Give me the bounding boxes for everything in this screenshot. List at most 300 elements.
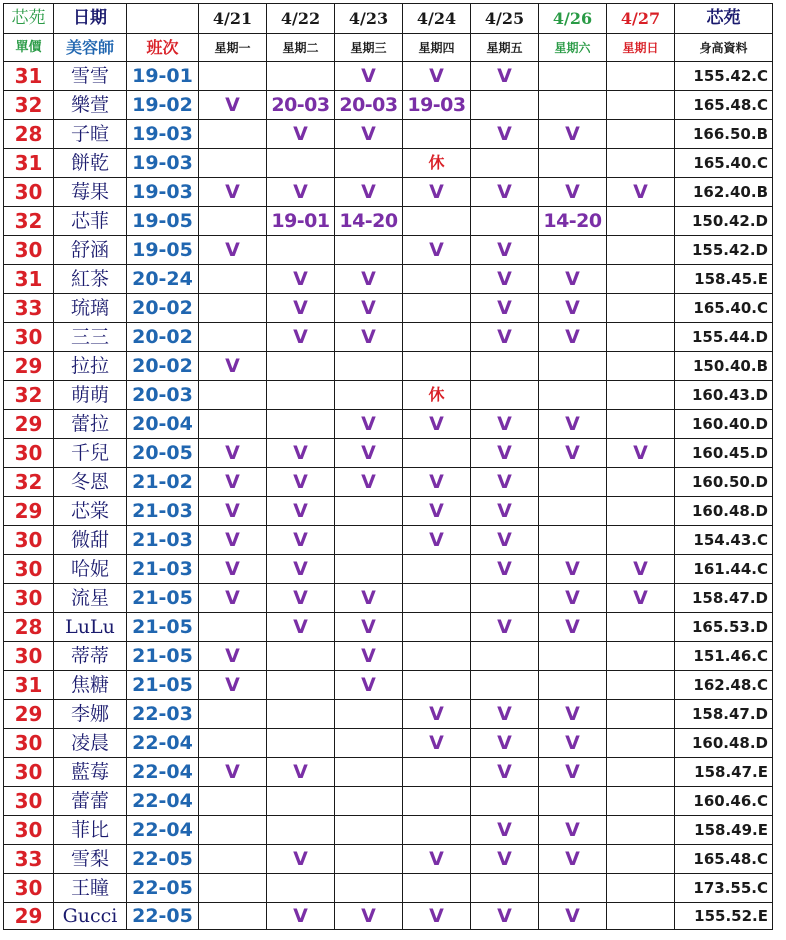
unit-price-cell: 30: [4, 439, 54, 468]
day-cell-1: [199, 265, 267, 294]
day-cell-5: V: [471, 323, 539, 352]
stylist-name-cell: 萌萌: [54, 381, 127, 410]
header-row-dates: [4, 4, 773, 34]
profile-cell: 161.44.C: [675, 555, 773, 584]
day-cell-2: V: [267, 468, 335, 497]
unit-price-cell: 30: [4, 323, 54, 352]
stylist-name-cell: 拉拉: [54, 352, 127, 381]
weekday-col-5: 星期五: [471, 34, 539, 62]
day-cell-5: V: [471, 700, 539, 729]
day-cell-5: V: [471, 62, 539, 91]
stylist-name-cell: 焦糖: [54, 671, 127, 700]
day-cell-2: V: [267, 439, 335, 468]
day-cell-2: V: [267, 497, 335, 526]
table-row: [4, 294, 773, 323]
date-col-6: 4/26: [539, 4, 607, 34]
shift-cell: 22-04: [127, 729, 199, 758]
unit-price-cell: 31: [4, 671, 54, 700]
day-cell-4: V: [403, 497, 471, 526]
shift-cell: 22-05: [127, 874, 199, 903]
day-cell-3: [335, 700, 403, 729]
unit-price-cell: 32: [4, 91, 54, 120]
day-cell-1: V: [199, 352, 267, 381]
unit-price-cell: 31: [4, 265, 54, 294]
day-cell-1: V: [199, 758, 267, 787]
day-cell-2: [267, 62, 335, 91]
day-cell-2: V: [267, 323, 335, 352]
day-cell-7: [607, 903, 675, 930]
day-cell-4: [403, 120, 471, 149]
shift-cell: 21-05: [127, 671, 199, 700]
day-cell-3: V: [335, 903, 403, 930]
profile-cell: 155.44.D: [675, 323, 773, 352]
day-cell-1: V: [199, 468, 267, 497]
stylist-name-cell: 芯菲: [54, 207, 127, 236]
profile-cell: 154.43.C: [675, 526, 773, 555]
day-cell-6: V: [539, 816, 607, 845]
stylist-name-cell: 雪雪: [54, 62, 127, 91]
day-cell-7: [607, 816, 675, 845]
day-cell-2: [267, 149, 335, 178]
day-cell-1: V: [199, 555, 267, 584]
weekday-col-3: 星期三: [335, 34, 403, 62]
stylist-name-cell: 蕾蕾: [54, 787, 127, 816]
profile-cell: 162.40.B: [675, 178, 773, 207]
stylist-name-cell: 紅茶: [54, 265, 127, 294]
day-cell-5: [471, 149, 539, 178]
profile-cell: 165.53.D: [675, 613, 773, 642]
day-cell-6: V: [539, 845, 607, 874]
stylist-name-cell: 王瞳: [54, 874, 127, 903]
day-cell-5: V: [471, 613, 539, 642]
day-cell-3: [335, 816, 403, 845]
day-cell-4: [403, 584, 471, 613]
day-cell-7: [607, 381, 675, 410]
table-row: [4, 758, 773, 787]
shift-cell: 19-02: [127, 91, 199, 120]
table-row: [4, 62, 773, 91]
day-cell-4: [403, 323, 471, 352]
day-cell-7: [607, 758, 675, 787]
day-cell-6: 14-20: [539, 207, 607, 236]
shift-cell: 22-05: [127, 845, 199, 874]
table-row: [4, 729, 773, 758]
unit-price-header: 單價: [4, 34, 54, 62]
day-cell-4: 休: [403, 149, 471, 178]
day-cell-1: [199, 323, 267, 352]
profile-cell: 150.42.D: [675, 207, 773, 236]
stylist-name-cell: 琉璃: [54, 294, 127, 323]
day-cell-7: [607, 613, 675, 642]
day-cell-1: V: [199, 236, 267, 265]
day-cell-5: [471, 207, 539, 236]
day-cell-5: [471, 91, 539, 120]
shift-cell: 20-24: [127, 265, 199, 294]
stylist-name-cell: 冬恩: [54, 468, 127, 497]
shift-cell: 19-05: [127, 207, 199, 236]
day-cell-1: [199, 787, 267, 816]
table-row: [4, 874, 773, 903]
day-cell-3: V: [335, 613, 403, 642]
table-row: [4, 671, 773, 700]
unit-price-cell: 30: [4, 178, 54, 207]
day-cell-3: V: [335, 178, 403, 207]
day-cell-6: V: [539, 613, 607, 642]
day-cell-6: [539, 352, 607, 381]
profile-cell: 155.52.E: [675, 903, 773, 930]
day-cell-2: 20-03: [267, 91, 335, 120]
shift-cell: 22-04: [127, 758, 199, 787]
day-cell-2: [267, 381, 335, 410]
day-cell-7: [607, 236, 675, 265]
unit-price-cell: 33: [4, 845, 54, 874]
day-cell-1: V: [199, 178, 267, 207]
day-cell-7: [607, 526, 675, 555]
day-cell-7: [607, 352, 675, 381]
stylist-name-cell: 芯棠: [54, 497, 127, 526]
day-cell-1: [199, 381, 267, 410]
table-row: [4, 816, 773, 845]
day-cell-5: V: [471, 120, 539, 149]
unit-price-cell: 33: [4, 294, 54, 323]
date-col-1: 4/21: [199, 4, 267, 34]
day-cell-5: V: [471, 845, 539, 874]
day-cell-6: V: [539, 294, 607, 323]
date-col-3: 4/23: [335, 4, 403, 34]
day-cell-1: V: [199, 439, 267, 468]
day-cell-3: V: [335, 323, 403, 352]
day-cell-4: [403, 294, 471, 323]
profile-cell: 155.42.D: [675, 236, 773, 265]
day-cell-6: [539, 62, 607, 91]
table-row: [4, 555, 773, 584]
stylist-name-cell: 蕾拉: [54, 410, 127, 439]
day-cell-3: [335, 874, 403, 903]
shift-cell: 22-04: [127, 787, 199, 816]
unit-price-cell: 29: [4, 352, 54, 381]
stylist-name-cell: LuLu: [54, 613, 127, 642]
table-row: [4, 91, 773, 120]
profile-cell: 165.40.C: [675, 149, 773, 178]
unit-price-cell: 30: [4, 816, 54, 845]
profile-cell: 165.48.C: [675, 91, 773, 120]
unit-price-cell: 30: [4, 555, 54, 584]
shift-cell: 21-03: [127, 497, 199, 526]
unit-price-cell: 29: [4, 700, 54, 729]
day-cell-3: [335, 236, 403, 265]
day-cell-7: [607, 729, 675, 758]
weekday-col-2: 星期二: [267, 34, 335, 62]
profile-cell: 160.43.D: [675, 381, 773, 410]
day-cell-6: V: [539, 903, 607, 930]
day-cell-6: V: [539, 120, 607, 149]
day-cell-2: [267, 352, 335, 381]
profile-cell: 160.45.D: [675, 439, 773, 468]
weekday-col-1: 星期一: [199, 34, 267, 62]
day-cell-2: V: [267, 526, 335, 555]
table-row: [4, 410, 773, 439]
day-cell-2: V: [267, 178, 335, 207]
day-cell-3: V: [335, 294, 403, 323]
shift-cell: 20-04: [127, 410, 199, 439]
day-cell-5: V: [471, 439, 539, 468]
day-cell-1: [199, 120, 267, 149]
day-cell-1: [199, 816, 267, 845]
day-cell-3: 20-03: [335, 91, 403, 120]
day-cell-6: V: [539, 700, 607, 729]
stylist-name-cell: 李娜: [54, 700, 127, 729]
table-row: [4, 120, 773, 149]
stylist-name-cell: 餅乾: [54, 149, 127, 178]
day-cell-4: [403, 265, 471, 294]
day-cell-3: V: [335, 584, 403, 613]
unit-price-cell: 32: [4, 207, 54, 236]
day-cell-7: [607, 700, 675, 729]
table-row: [4, 584, 773, 613]
day-cell-4: 19-03: [403, 91, 471, 120]
day-cell-4: V: [403, 468, 471, 497]
day-cell-2: [267, 642, 335, 671]
day-cell-2: V: [267, 903, 335, 930]
table-row: [4, 207, 773, 236]
date-col-2: 4/22: [267, 4, 335, 34]
unit-price-cell: 30: [4, 874, 54, 903]
shift-cell: 22-04: [127, 816, 199, 845]
day-cell-2: [267, 671, 335, 700]
profile-cell: 158.49.E: [675, 816, 773, 845]
profile-cell: 158.47.E: [675, 758, 773, 787]
shift-cell: 22-05: [127, 903, 199, 930]
day-cell-5: V: [471, 555, 539, 584]
day-cell-1: [199, 613, 267, 642]
unit-price-cell: 30: [4, 584, 54, 613]
day-cell-6: V: [539, 584, 607, 613]
stylist-name-cell: 舒涵: [54, 236, 127, 265]
day-cell-4: V: [403, 526, 471, 555]
unit-price-cell: 29: [4, 497, 54, 526]
day-cell-4: [403, 671, 471, 700]
shift-cell: 21-02: [127, 468, 199, 497]
shift-cell: 19-05: [127, 236, 199, 265]
day-cell-2: [267, 410, 335, 439]
profile-cell: 165.48.C: [675, 845, 773, 874]
day-cell-5: V: [471, 903, 539, 930]
day-cell-5: [471, 352, 539, 381]
day-cell-7: [607, 323, 675, 352]
schedule-table: [3, 3, 773, 930]
stylist-name-cell: 蒂蒂: [54, 642, 127, 671]
day-cell-5: V: [471, 265, 539, 294]
day-cell-6: [539, 787, 607, 816]
stylist-name-cell: 子暄: [54, 120, 127, 149]
day-cell-6: [539, 381, 607, 410]
brand-left: 芯苑: [4, 4, 54, 34]
profile-cell: 162.48.C: [675, 671, 773, 700]
day-cell-3: [335, 555, 403, 584]
day-cell-7: [607, 265, 675, 294]
stylist-name-cell: 樂萱: [54, 91, 127, 120]
profile-cell: 151.46.C: [675, 642, 773, 671]
table-row: [4, 323, 773, 352]
day-cell-5: [471, 671, 539, 700]
day-cell-6: V: [539, 178, 607, 207]
profile-cell: 158.47.D: [675, 584, 773, 613]
stylist-name-cell: 千兒: [54, 439, 127, 468]
day-cell-4: V: [403, 178, 471, 207]
unit-price-cell: 30: [4, 729, 54, 758]
day-cell-4: V: [403, 62, 471, 91]
profile-cell: 158.47.D: [675, 700, 773, 729]
day-cell-6: V: [539, 265, 607, 294]
day-cell-2: V: [267, 613, 335, 642]
day-cell-1: V: [199, 526, 267, 555]
day-cell-7: [607, 120, 675, 149]
day-cell-6: [539, 149, 607, 178]
day-cell-4: [403, 874, 471, 903]
schedule-body: [4, 4, 773, 930]
unit-price-cell: 32: [4, 468, 54, 497]
table-row: [4, 352, 773, 381]
day-cell-1: [199, 62, 267, 91]
day-cell-7: [607, 787, 675, 816]
day-cell-1: [199, 207, 267, 236]
unit-price-cell: 30: [4, 526, 54, 555]
day-cell-2: V: [267, 584, 335, 613]
day-cell-6: [539, 526, 607, 555]
stylist-name-cell: 雪梨: [54, 845, 127, 874]
shift-header: 班次: [127, 34, 199, 62]
day-cell-5: V: [471, 410, 539, 439]
day-cell-2: [267, 787, 335, 816]
profile-cell: 160.40.D: [675, 410, 773, 439]
date-col-4: 4/24: [403, 4, 471, 34]
day-cell-2: V: [267, 555, 335, 584]
day-cell-4: V: [403, 903, 471, 930]
day-cell-5: [471, 787, 539, 816]
day-cell-3: [335, 352, 403, 381]
date-label: 日期: [54, 4, 127, 34]
day-cell-4: 休: [403, 381, 471, 410]
day-cell-6: [539, 468, 607, 497]
day-cell-2: 19-01: [267, 207, 335, 236]
day-cell-6: [539, 497, 607, 526]
shift-cell: 19-03: [127, 120, 199, 149]
table-row: [4, 439, 773, 468]
day-cell-6: [539, 642, 607, 671]
day-cell-3: [335, 758, 403, 787]
profile-header: 身高資料: [675, 34, 773, 62]
day-cell-7: [607, 62, 675, 91]
day-cell-4: [403, 207, 471, 236]
day-cell-6: [539, 91, 607, 120]
day-cell-5: V: [471, 758, 539, 787]
day-cell-1: V: [199, 497, 267, 526]
day-cell-1: V: [199, 584, 267, 613]
day-cell-7: [607, 468, 675, 497]
day-cell-6: V: [539, 439, 607, 468]
profile-cell: 160.46.C: [675, 787, 773, 816]
weekday-col-4: 星期四: [403, 34, 471, 62]
day-cell-5: V: [471, 236, 539, 265]
day-cell-1: V: [199, 91, 267, 120]
profile-cell: 155.42.C: [675, 62, 773, 91]
shift-cell: 20-02: [127, 294, 199, 323]
shift-cell: 20-02: [127, 323, 199, 352]
day-cell-4: V: [403, 410, 471, 439]
profile-cell: 160.48.D: [675, 497, 773, 526]
day-cell-3: V: [335, 439, 403, 468]
day-cell-3: [335, 845, 403, 874]
table-row: [4, 381, 773, 410]
day-cell-3: [335, 526, 403, 555]
shift-cell: 22-03: [127, 700, 199, 729]
shift-cell: 21-03: [127, 555, 199, 584]
unit-price-cell: 30: [4, 236, 54, 265]
stylist-name-cell: 藍莓: [54, 758, 127, 787]
profile-cell: 166.50.B: [675, 120, 773, 149]
day-cell-1: V: [199, 671, 267, 700]
unit-price-cell: 30: [4, 758, 54, 787]
brand-right: 芯苑: [675, 4, 773, 34]
day-cell-2: V: [267, 294, 335, 323]
profile-cell: 160.50.D: [675, 468, 773, 497]
shift-cell: 19-01: [127, 62, 199, 91]
table-row: [4, 178, 773, 207]
unit-price-cell: 31: [4, 149, 54, 178]
day-cell-4: V: [403, 700, 471, 729]
day-cell-5: [471, 874, 539, 903]
day-cell-5: [471, 642, 539, 671]
header-blank: [127, 4, 199, 34]
table-row: [4, 903, 773, 930]
unit-price-cell: 30: [4, 642, 54, 671]
day-cell-3: [335, 729, 403, 758]
unit-price-cell: 29: [4, 903, 54, 930]
day-cell-7: [607, 207, 675, 236]
day-cell-6: [539, 874, 607, 903]
day-cell-3: [335, 381, 403, 410]
day-cell-4: [403, 758, 471, 787]
day-cell-6: [539, 671, 607, 700]
weekday-col-6: 星期六: [539, 34, 607, 62]
day-cell-7: V: [607, 178, 675, 207]
day-cell-3: V: [335, 410, 403, 439]
unit-price-cell: 28: [4, 613, 54, 642]
day-cell-6: V: [539, 758, 607, 787]
shift-cell: 19-03: [127, 149, 199, 178]
day-cell-4: V: [403, 236, 471, 265]
day-cell-4: [403, 439, 471, 468]
day-cell-7: [607, 149, 675, 178]
day-cell-5: V: [471, 729, 539, 758]
day-cell-2: [267, 874, 335, 903]
day-cell-4: [403, 642, 471, 671]
shift-cell: 21-05: [127, 613, 199, 642]
table-row: [4, 236, 773, 265]
day-cell-7: V: [607, 584, 675, 613]
table-row: [4, 642, 773, 671]
day-cell-1: [199, 294, 267, 323]
day-cell-7: [607, 671, 675, 700]
day-cell-5: V: [471, 468, 539, 497]
day-cell-7: V: [607, 439, 675, 468]
day-cell-2: V: [267, 120, 335, 149]
day-cell-3: V: [335, 671, 403, 700]
unit-price-cell: 29: [4, 410, 54, 439]
day-cell-5: V: [471, 294, 539, 323]
table-row: [4, 497, 773, 526]
profile-cell: 150.40.B: [675, 352, 773, 381]
